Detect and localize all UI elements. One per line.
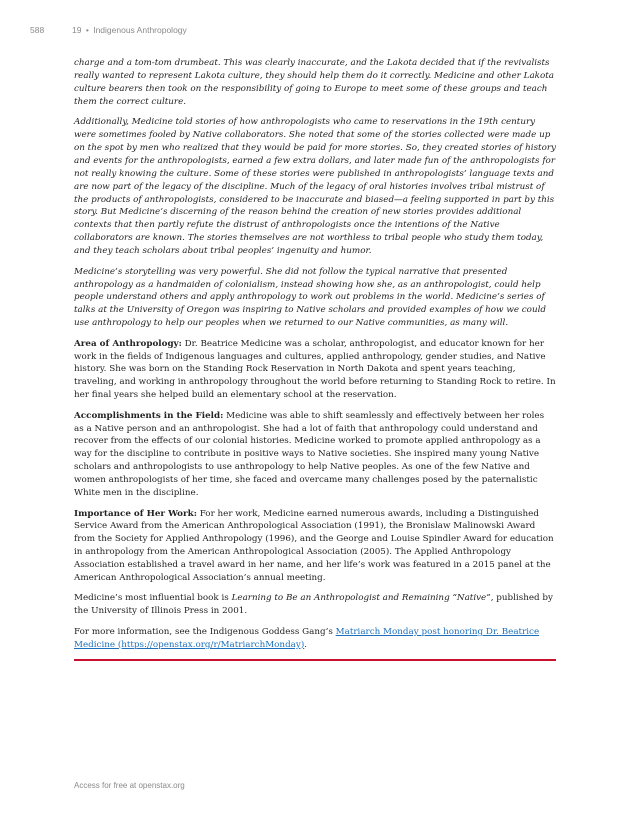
page-footer: Access for free at openstax.org [74,781,185,790]
area-of-anthropology-text: Dr. Beatrice Medicine was a scholar, anthropologist, and educator known for her work in the fields of Indigenous languages and cultures, applied anthropology, gender studies, and Native history. She was born on the Standing Rock Reservation in North Dakota and spent years teaching, traveling, and working in anthropology throughout the world before returning to Standing Rock to retire. In her final years she helped build an elementary school at the reservation. [74,338,556,401]
main-content [74,57,556,661]
quote-paragraph-3: Medicine’s storytelling was very powerful. She did not follow the typical narrative that presented anthropology as a handmaiden of colonialism, instead showing how she, as an anthropologist, could help people understand others and apply anthropology to work out problems in the world. Medicine’s series of talks at the University of Oregon was inspiring to Native scholars and provided examples of how we could use anthropology to help our peoples when we returned to our Native communities, as many will. [74,266,546,329]
importance-paragraph [74,508,556,585]
quote-paragraph-1: charge and a tom-tom drumbeat. This was clearly inaccurate, and the Lakota decided that if the revivalists really wanted to represent Lakota culture, they should help them do it correctly. Medicine and other Lakota culture bearers then took on the responsibility of going to Europe to meet some of these groups and teach them the correct culture. [74,58,554,107]
book-pre: Medicine’s most influential book is [74,593,232,604]
accomplishments-paragraph [74,410,556,500]
book-post: , published by the University of Illinois Press in 2001. [74,593,553,617]
area-of-anthropology-label: Area of Anthropology: [74,338,182,349]
header-bullet: • [85,25,89,35]
section-divider [74,659,556,661]
book-title: Learning to Be an Anthropologist and Remaining “Native” [231,593,491,604]
more-info-paragraph [74,626,556,652]
accomplishments-label: Accomplishments in the Field: [74,410,224,421]
more-info-post: . [304,639,308,650]
more-info-pre: For more information, see the Indigenous Goddess Gang’s [74,626,336,637]
chapter-number: 19 [72,25,82,35]
area-of-anthropology-paragraph [74,338,556,403]
book-paragraph [74,592,556,618]
chapter-title: Indigenous Anthropology [93,25,187,35]
importance-text: For her work, Medicine earned numerous awards, including a Distinguished Service Award from the American Anthropological Association (1991), the Bronislaw Malinowski Award from the Society for Applied Anthropology (1996), and the George and Louise Spindler Award for education in anthropology from the American Anthropological Association (2005). The Applied Anthropology Association established a travel award in her name, and her life’s work was featured in a 2015 panel at the American Anthropological Association’s annual meeting. [74,508,554,584]
accomplishments-text: Medicine was able to shift seamlessly and effectively between her roles as a Native person and an anthropologist. She had a lot of faith that anthropology could understand and recover from the effects of our colonial histories. Medicine worked to promote applied anthropology as a way for the discipline to contribute in positive ways to Native societies. She inspired many young Native scholars and anthropologists to use anthropology to help Native peoples. As one of the few Native and women anthropologists of her time, she faced and overcame many challenges posed by the paternalistic White men in the discipline. [74,410,545,499]
page-number: 588 [30,25,45,35]
page-header [30,25,600,35]
quote-paragraph-2: Additionally, Medicine told stories of how anthropologists who came to reservations in the 19th century were sometimes fooled by Native collaborators. She noted that some of the stories collected were made up on the spot by men who realized that they would be paid for more stories. So, they created stories of history and events for the anthropologists, earned a few extra dollars, and later made fun of the anthropologists for not really knowing the culture. Some of these stories were published in anthropologists’ language texts and are now part of the legacy of the discipline. Much of the legacy of oral histories involves tribal mistrust of the products of anthropologists, considered to be inaccurate and biased—a feeling supported in part by this story. But Medicine’s discerning of the reason behind the creation of new stories provides additional contexts that then partly refute the distrust of anthropologists once the intentions of the Native collaborators are known. The stories themselves are not worthless to tribal people who study them today, and they teach scholars about tribal peoples’ ingenuity and humor. [74,117,556,257]
importance-label: Importance of Her Work: [74,508,197,519]
matriarch-monday-link[interactable]: Matriarch Monday post honoring Dr. Beatrice Medicine (https://openstax.org/r/MatriarchMonday) [74,626,540,650]
